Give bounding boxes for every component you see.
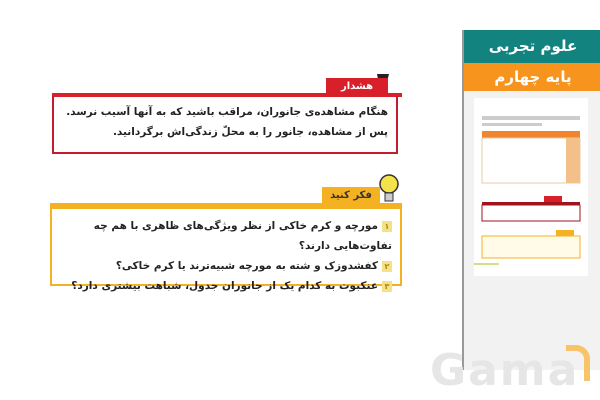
list-item [60, 276, 392, 296]
think-list [50, 208, 402, 292]
thumbnail-preview [474, 98, 588, 276]
subject-title: علوم تجربی [464, 30, 600, 63]
grade-title: پایه چهارم [464, 63, 600, 91]
item-number: ۲ [382, 261, 392, 272]
list-item [60, 216, 392, 256]
lightbulb-icon [378, 174, 400, 204]
list-item [60, 256, 392, 276]
warning-title: هشدار [326, 78, 388, 95]
think-title: فکر کنید [322, 187, 380, 204]
item-text: عنکبوت به کدام یک از جانوران جدول، شباهت بیشتری دارد؟ [71, 280, 378, 292]
page-thumbnail[interactable] [474, 98, 588, 276]
item-text: مورچه و کرم خاکی از نظر ویژگی‌های ظاهری با هم چه تفاوت‌هایی دارند؟ [93, 220, 392, 252]
item-text: کفشدوزک و شته به مورچه شبیه‌ترند یا کرم خاکی؟ [115, 260, 378, 272]
sidebar [462, 30, 600, 370]
item-number: ۳ [382, 281, 392, 292]
watermark-logo: Gama [430, 345, 580, 396]
warning-text: هنگام مشاهده‌ی جانوران، مراقب باشید که به آنها آسیب نرسد. پس از مشاهده، جانور را به محلّ زندگی‌اش برگردانید. [52, 96, 398, 154]
item-number: ۱ [382, 221, 392, 232]
